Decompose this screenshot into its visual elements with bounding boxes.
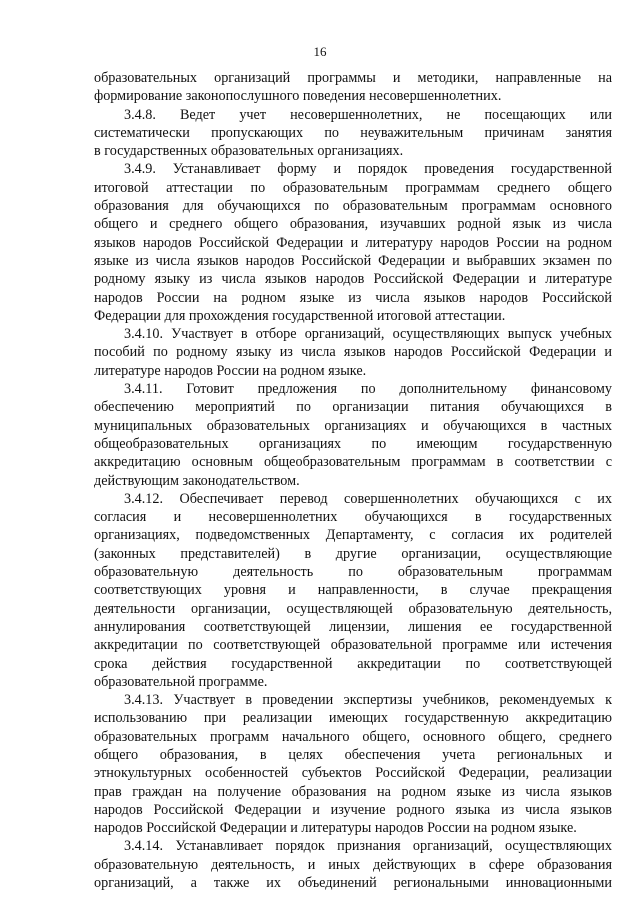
text-line: использованию при реализации имеющих государственную аккредитацию — [94, 710, 612, 727]
text-line: этнокультурных особенностей субъектов Российской Федерации, реализации — [94, 765, 612, 782]
text-line: 3.4.13. Участвует в проведении экспертизы учебников, рекомендуемых к — [124, 692, 612, 709]
text-line: народов Российской Федерации и литературы народов России на родном языке. — [94, 820, 577, 837]
text-line: образования для обучающихся по образовательным программам основного — [94, 198, 612, 215]
paragraph-3-4-14 — [94, 837, 612, 892]
paragraph-3-4-9 — [94, 160, 612, 325]
text-line: действующим законодательством. — [94, 472, 300, 489]
text-line: организаций, а также их объединений региональными инновационными — [94, 875, 612, 892]
text-line: согласия и несовершеннолетних обучающихся в государственных — [94, 509, 612, 526]
text-line: литературе народов России на родном языке. — [94, 362, 367, 379]
text-line: систематически пропускающих по неуважительным причинам занятия — [94, 124, 612, 141]
text-line: организациях, подведомственных Департаменту, с согласия их родителей — [94, 527, 612, 544]
text-line: 3.4.9. Устанавливает форму и порядок проведения государственной — [124, 161, 612, 178]
text-line: Федерации для прохождения государственной итоговой аттестации. — [94, 307, 506, 324]
text-line: 3.4.12. Обеспечивает перевод совершеннолетних обучающихся с их — [124, 490, 612, 507]
paragraph-3-4-8 — [94, 106, 612, 161]
text-line: общего образования, в целях обеспечения учета региональных и — [94, 746, 612, 763]
text-line: образовательных организаций программы и методики, направленные на — [94, 70, 612, 86]
text-line: пособий по родному языку из числа языков народов Российской Федерации и — [94, 344, 612, 361]
text-line: языке из числа языков народов Российской Федерации и выбравших экзамен по — [94, 252, 612, 269]
paragraph-3-4-10 — [94, 325, 612, 380]
text-line: 3.4.11. Готовит предложения по дополнительному финансовому — [124, 381, 612, 398]
text-line: соответствующих уровня и направленности, в случае прекращения — [94, 582, 612, 599]
text-line: деятельности организации, осуществляющей образовательную деятельность, — [94, 600, 612, 617]
text-line: итоговой аттестации по образовательным программам среднего общего — [94, 179, 612, 196]
paragraph-3-4-12 — [94, 490, 612, 691]
text-line: образовательной программе. — [94, 673, 268, 690]
text-line: 3.4.10. Участвует в отборе организаций, осуществляющих выпуск учебных — [124, 326, 612, 343]
text-line: срока действия государственной аккредитации по соответствующей — [94, 655, 612, 672]
text-line: прав граждан на получение образования на родном языке из числа языков — [94, 783, 612, 800]
document-body — [94, 69, 612, 892]
text-line: образовательную деятельность, и иных действующих в сфере образования — [94, 856, 612, 873]
paragraph-3-4-11 — [94, 380, 612, 490]
paragraph-3-4-13 — [94, 691, 612, 837]
text-line: образовательную деятельность по образовательным программам — [94, 564, 612, 581]
text-line: аннулирования соответствующей лицензии, лишения ее государственной — [94, 618, 612, 635]
text-line: общеобразовательных организациях по имеющим государственную — [94, 435, 612, 452]
text-line: языков народов Российской Федерации и литературу народов России на родном — [94, 234, 612, 251]
text-line: аккредитацию основным общеобразовательным программам в соответствии с — [94, 454, 612, 471]
text-line: общего и среднего общего образования, изучавших родной язык из числа — [94, 216, 612, 233]
text-line: образовательных программ начального общего, основного общего, среднего — [94, 728, 612, 745]
text-line: народов России на родном языке из числа языков народов Российской — [94, 289, 612, 306]
paragraph-continuation — [94, 69, 612, 106]
text-line: муниципальных образовательных организациях и обучающихся в частных — [94, 417, 612, 434]
page-number: 16 — [313, 44, 327, 59]
text-line: 3.4.8. Ведет учет несовершеннолетних, не посещающих или — [124, 106, 612, 123]
text-line: аккредитации по соответствующей образовательной программе или истечения — [94, 637, 612, 654]
text-line: обеспечению мероприятий по организации питания обучающихся в — [94, 399, 612, 416]
text-line: родному языку из числа языков народов Российской Федерации и литературе — [94, 271, 612, 288]
text-line: (законных представителей) в другие организации, осуществляющие — [94, 545, 612, 562]
text-line: народов Российской Федерации и изучение родного языка из числа языков — [94, 801, 612, 818]
text-line: формирование законопослушного поведения несовершеннолетних. — [94, 88, 502, 105]
text-line: в государственных образовательных организациях. — [94, 143, 404, 160]
text-line: 3.4.14. Устанавливает порядок признания организаций, осуществляющих — [124, 838, 612, 855]
